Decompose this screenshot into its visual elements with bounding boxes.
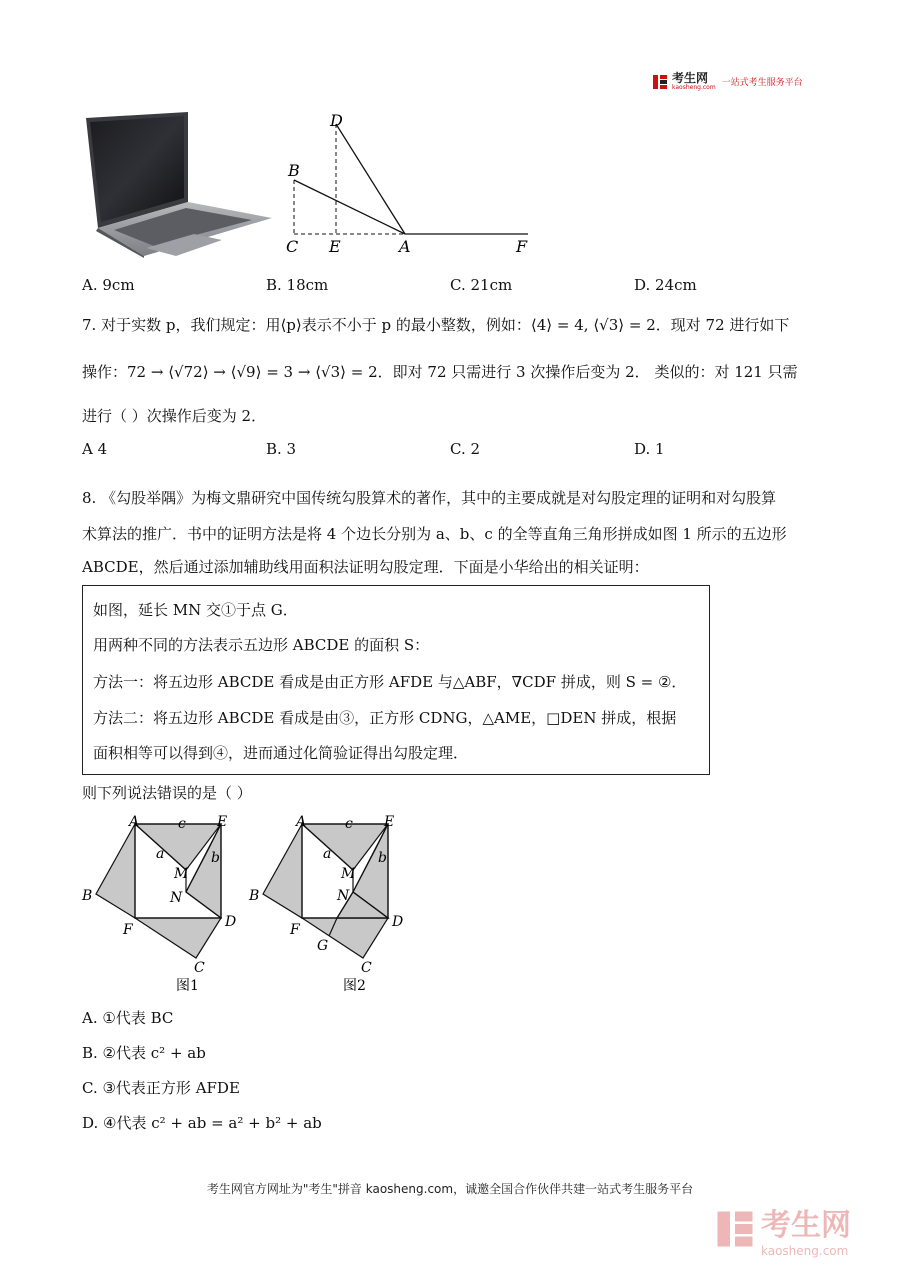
fig2-label-A: A xyxy=(296,814,307,830)
watermark-brand: 考生网 xyxy=(761,1208,851,1243)
fig2-label-B: B xyxy=(249,888,260,904)
fig1-label-N: N xyxy=(170,890,183,906)
q7-option-d: D. 1 xyxy=(634,440,665,458)
fig2-label-F: F xyxy=(290,922,300,938)
q8-option-b: B. ②代表 c² + ab xyxy=(82,1044,206,1062)
q6-geometry-figure xyxy=(280,110,540,260)
kaosheng-logo-icon xyxy=(652,74,668,90)
q6-option-a: A. 9cm xyxy=(82,276,135,294)
q6-label-D: D xyxy=(330,111,343,130)
proof-box xyxy=(82,585,710,775)
q6-option-c: C. 21cm xyxy=(450,276,513,294)
figure-2 xyxy=(245,812,415,992)
q8-option-d: D. ④代表 c² + ab = a² + b² + ab xyxy=(82,1114,322,1132)
fig1-label-b: b xyxy=(211,850,220,866)
fig1-label-a: a xyxy=(156,846,165,862)
proof-line-5: 面积相等可以得到④，进而通过化简验证得出勾股定理． xyxy=(93,744,469,762)
fig2-label-M: M xyxy=(341,866,356,882)
q8-question: 则下列说法错误的是（ ） xyxy=(82,784,252,802)
q8-line-2: 术算法的推广．书中的证明方法是将 4 个边长分别为 a、b、c 的全等直角三角形拼成如图 1 所示的五边形 xyxy=(82,525,787,543)
fig2-label-E: E xyxy=(384,814,395,830)
fig1-label-D: D xyxy=(225,914,237,930)
fig2-label-a: a xyxy=(323,846,332,862)
fig2-label-c: c xyxy=(345,816,353,832)
q6-label-E: E xyxy=(329,237,341,256)
q8-line-1: 8. 《勾股举隅》为梅文鼎研究中国传统勾股算术的著作，其中的主要成就是对勾股定理的证明和对勾股算 xyxy=(82,489,777,507)
header-logo xyxy=(652,72,803,91)
proof-line-1: 如图，延长 MN 交①于点 G． xyxy=(93,601,298,619)
q8-line-3: ABCDE，然后通过添加辅助线用面积法证明勾股定理．下面是小华给出的相关证明： xyxy=(82,558,649,576)
logo-text-block xyxy=(672,72,716,91)
fig2-label-G: G xyxy=(317,938,329,954)
q7-option-c: C. 2 xyxy=(450,440,481,458)
fig1-label-E: E xyxy=(217,814,228,830)
q7-line-1: 7. 对于实数 p，我们规定：用⟨p⟩表示不小于 p 的最小整数，例如：⟨4⟩ = 4, ⟨√3⟩ = 2．现对 72 进行如下 xyxy=(82,316,790,334)
logo-brand-sub: kaosheng.com xyxy=(672,84,716,91)
q7-line-3: 进行（ ）次操作后变为 2． xyxy=(82,407,267,425)
logo-slogan: 一站式考生服务平台 xyxy=(721,78,803,88)
watermark-sub: kaosheng.com xyxy=(761,1244,849,1258)
proof-line-4: 方法二：将五边形 ABCDE 看成是由③，正方形 CDNG，△AME，□DEN 拼成，根据 xyxy=(93,709,677,727)
watermark-text-block xyxy=(761,1200,851,1258)
q8-option-c: C. ③代表正方形 AFDE xyxy=(82,1079,240,1097)
fig1-label-A: A xyxy=(129,814,140,830)
laptop-image xyxy=(84,110,274,258)
q6-option-b: B. 18cm xyxy=(266,276,329,294)
fig2-label-C: C xyxy=(361,960,372,976)
q6-label-C: C xyxy=(286,237,299,256)
q7-option-a: A 4 xyxy=(82,440,108,458)
logo-brand: 考生网 xyxy=(672,71,709,85)
q6-label-B: B xyxy=(288,161,300,180)
fig2-caption: 图2 xyxy=(343,978,366,992)
fig1-label-M: M xyxy=(174,866,189,882)
q6-label-A: A xyxy=(399,237,411,256)
watermark xyxy=(715,1200,851,1258)
proof-line-2: 用两种不同的方法表示五边形 ABCDE 的面积 S： xyxy=(93,636,430,654)
fig2-label-N: N xyxy=(337,888,350,904)
fig1-label-C: C xyxy=(194,960,205,976)
q6-option-d: D. 24cm xyxy=(634,276,697,294)
q7-line-2: 操作：72 → ⟨√72⟩ → ⟨√9⟩ = 3 → ⟨√3⟩ = 2．即对 72 只需进行 3 次操作后变为 2． 类似的：对 121 只需 xyxy=(82,363,798,381)
fig1-label-c: c xyxy=(178,816,186,832)
q7-option-b: B. 3 xyxy=(266,440,297,458)
fig2-label-b: b xyxy=(378,850,387,866)
fig2-label-D: D xyxy=(392,914,404,930)
fig1-label-B: B xyxy=(82,888,93,904)
proof-line-3: 方法一：将五边形 ABCDE 看成是由正方形 AFDE 与△ABF，∇CDF 拼成，则 S = ②． xyxy=(93,673,687,691)
fig1-label-F: F xyxy=(123,922,133,938)
watermark-logo-icon xyxy=(715,1209,755,1249)
q8-option-a: A. ①代表 BC xyxy=(82,1009,174,1027)
figure-1 xyxy=(78,812,248,992)
fig1-caption: 图1 xyxy=(176,978,199,992)
footer-text: 考生网官方网址为"考生"拼音 kaosheng.com，诚邀全国合作伙伴共建一站式考生服务平台 xyxy=(206,1182,694,1196)
q6-label-F: F xyxy=(516,237,528,256)
